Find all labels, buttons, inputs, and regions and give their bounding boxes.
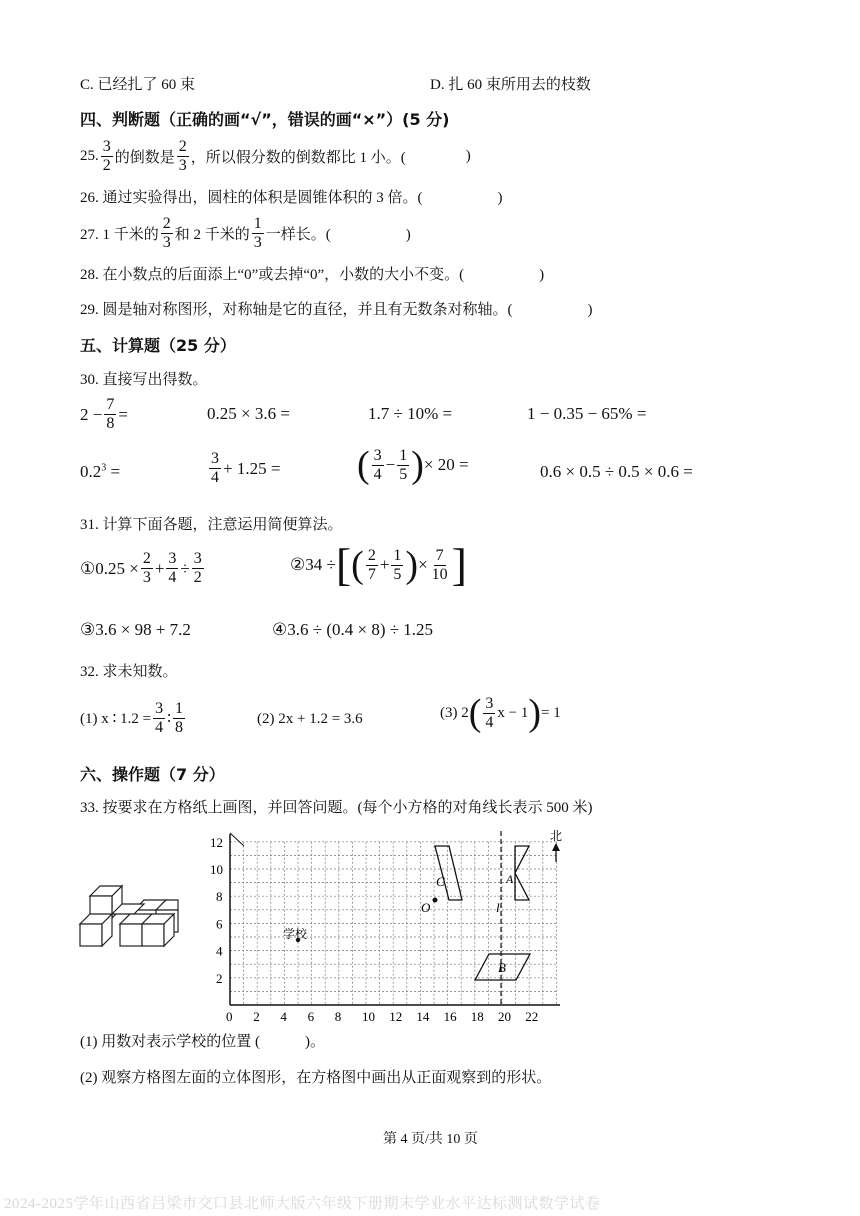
shape-a bbox=[515, 846, 529, 900]
coordinate-grid bbox=[210, 826, 570, 1022]
point-o bbox=[433, 898, 438, 903]
x-tick-label: 10 bbox=[362, 1009, 375, 1022]
label-a: A bbox=[506, 872, 514, 886]
expr-6: $\frac{3}{4}$ + 1.25 = bbox=[211, 450, 281, 486]
question-26: 26. 通过实验得出，圆柱的体积是圆锥体积的 3 倍。( ) bbox=[80, 190, 503, 206]
expr-1: 2 − $\frac{7}{8}$ = bbox=[80, 396, 128, 432]
fraction: $\frac{2}{3}$ bbox=[178, 138, 187, 174]
label-o: O bbox=[421, 900, 431, 915]
solve-3: (3) 2 ( $\frac{3}{4}$ x − 1 ) = 1 bbox=[440, 692, 561, 734]
page-footer: 第 4 页/共 10 页 bbox=[383, 1132, 478, 1147]
question-30: 30. 直接写出得数。 bbox=[80, 372, 208, 388]
x-tick-label: 16 bbox=[443, 1009, 457, 1022]
x-tick-label: 20 bbox=[498, 1009, 511, 1022]
x-tick-label: 14 bbox=[416, 1009, 430, 1022]
fraction: $\frac{3}{4}$ bbox=[168, 550, 177, 586]
y-tick-label: 8 bbox=[216, 889, 223, 905]
cube-solid-figure bbox=[76, 880, 186, 954]
x-tick-label: 6 bbox=[307, 1009, 315, 1022]
label-school: 学校 bbox=[283, 927, 308, 941]
section-5-title: 五、计算题（25 分） bbox=[80, 336, 236, 355]
question-29: 29. 圆是轴对称图形，对称轴是它的直径，并且有无数条对称轴。( ) bbox=[80, 302, 593, 318]
expr-7: ( $\frac{3}{4}$ − $\frac{1}{5}$ ) × 20 = bbox=[357, 444, 469, 486]
calc-3: ③3.6 × 98 + 7.2 bbox=[80, 620, 191, 639]
x-tick-label: 4 bbox=[280, 1009, 287, 1022]
expr-3: 1.7 ÷ 10% = bbox=[368, 404, 453, 423]
solve-2: (2) 2x + 1.2 = 3.6 bbox=[257, 711, 363, 727]
y-tick-label: 6 bbox=[216, 916, 223, 932]
y-tick-label: 2 bbox=[216, 970, 223, 986]
diagonal-mark bbox=[230, 833, 244, 846]
solve-1: (1) x ∶ 1.2 = $\frac{3}{4}$ ∶ $\frac{1}{8}$ bbox=[80, 700, 184, 736]
part-2: (2) 观察方格图左面的立体图形，在方格图中画出从正面观察到的形状。 bbox=[80, 1070, 552, 1086]
north-label: 北 bbox=[550, 829, 563, 843]
calc-1: ①0.25 × $\frac{2}{3}$ + $\frac{3}{4}$ ÷ $\frac{3}{2}$ bbox=[80, 550, 202, 586]
x-tick-label: 18 bbox=[470, 1009, 484, 1022]
x-tick-label: 12 bbox=[389, 1009, 403, 1022]
fraction: $\frac{1}{8}$ bbox=[175, 700, 184, 736]
section-6-title: 六、操作题（7 分） bbox=[80, 765, 225, 784]
fraction: $\frac{7}{8}$ bbox=[106, 396, 115, 432]
fraction: $\frac{2}{3}$ bbox=[162, 215, 171, 251]
fraction: $\frac{3}{4}$ bbox=[211, 450, 219, 486]
fraction: $\frac{2}{3}$ bbox=[142, 550, 151, 586]
label-b: B bbox=[498, 960, 506, 975]
expr-4: 1 − 0.35 − 65% = bbox=[527, 404, 647, 423]
x-tick-label: 22 bbox=[525, 1009, 539, 1022]
fraction: $\frac{7}{10}$ bbox=[431, 546, 448, 583]
part-1: (1) 用数对表示学校的位置 ( )。 bbox=[80, 1034, 325, 1050]
fraction: $\frac{3}{2}$ bbox=[193, 550, 202, 586]
label-l: l bbox=[496, 900, 500, 915]
expr-8: 0.6 × 0.5 ÷ 0.5 × 0.6 = bbox=[540, 462, 693, 481]
section-4-title: 四、判断题（正确的画“√”，错误的画“×”）(5 分) bbox=[80, 110, 450, 129]
north-arrowhead-icon bbox=[552, 843, 560, 851]
fraction: $\frac{3}{4}$ bbox=[373, 446, 382, 483]
question-25: 25. $\frac{3}{2}$ 的倒数是 $\frac{2}{3}$ ，所以假分数的倒数都比 1 小。( ) bbox=[80, 138, 471, 174]
question-31: 31. 计算下面各题，注意运用简便算法。 bbox=[80, 517, 343, 533]
x-tick-label: 8 bbox=[334, 1009, 342, 1022]
calc-2: ②34 ÷ [ ( $\frac{2}{7}$ + $\frac{1}{5}$ ) × $\frac{7}{10}$ ] bbox=[290, 539, 467, 590]
x-tick-label: 0 bbox=[226, 1009, 233, 1022]
fraction: $\frac{3}{2}$ bbox=[102, 138, 111, 174]
x-tick-label: 2 bbox=[253, 1009, 260, 1022]
expr-5: $0.2^3$ = bbox=[80, 462, 121, 481]
expr-2: 0.25 × 3.6 = bbox=[207, 404, 290, 423]
option-d: D. 扎 60 束所用去的枝数 bbox=[430, 77, 591, 93]
fraction: $\frac{3}{4}$ bbox=[485, 694, 494, 731]
fraction: $\frac{2}{7}$ bbox=[367, 546, 376, 583]
question-27: 27. 1 千米的 $\frac{2}{3}$ 和 2 千米的 $\frac{1}{3}$ 一样长。( ) bbox=[80, 215, 411, 251]
fraction: $\frac{3}{4}$ bbox=[155, 700, 164, 736]
fraction: $\frac{1}{5}$ bbox=[393, 546, 402, 583]
question-28: 28. 在小数点的后面添上“0”或去掉“0”，小数的大小不变。( ) bbox=[80, 267, 545, 283]
y-tick-label: 4 bbox=[216, 943, 223, 959]
calc-4: ④3.6 ÷ (0.4 × 8) ÷ 1.25 bbox=[272, 620, 434, 639]
y-tick-label: 12 bbox=[210, 834, 223, 850]
question-32: 32. 求未知数。 bbox=[80, 664, 178, 680]
question-33: 33. 按要求在方格纸上画图，并回答问题。(每个小方格的对角线长表示 500 米) bbox=[80, 800, 593, 816]
fraction: $\frac{1}{3}$ bbox=[253, 215, 262, 251]
shape-c bbox=[435, 846, 462, 900]
watermark: 2024-2025学年山西省吕梁市交口县北师大版六年级下册期末学业水平达标测试数学试卷 bbox=[4, 1196, 601, 1212]
y-tick-label: 10 bbox=[210, 862, 223, 877]
fraction: $\frac{1}{5}$ bbox=[399, 446, 408, 483]
option-c: C. 已经扎了 60 束 bbox=[80, 77, 196, 93]
label-c: C bbox=[436, 874, 445, 889]
